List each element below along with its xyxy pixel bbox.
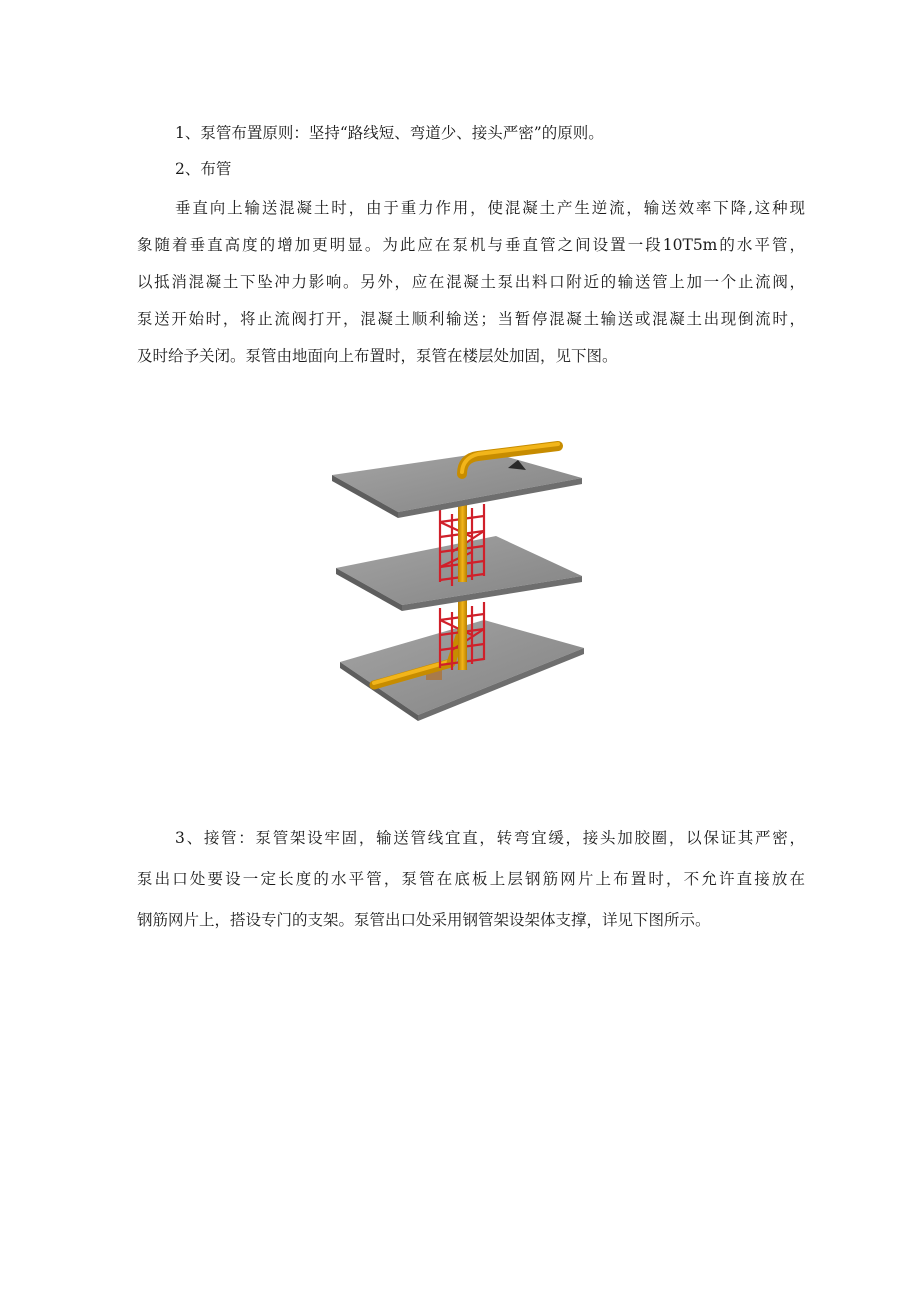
paragraph-line: 3、接管：泵管架设牢固，输送管线宜直，转弯宜缓，接头加胶圈，以保证其严密， (175, 829, 805, 847)
upper-vertical-pipe (458, 502, 467, 582)
paragraph-line: 以抵消混凝土下坠冲力影响。另外，应在混凝土泵出料口附近的输送管上加一个止流阀， (137, 273, 805, 291)
top-floor-slab (332, 452, 582, 518)
paragraph-line: 泵出口处要设一定长度的水平管，泵管在底板上层钢筋网片上布置时，不允许直接放在 (137, 870, 805, 888)
pump-pipe-figure (326, 430, 588, 730)
paragraph-line: 泵送开始时，将止流阀打开，混凝土顺利输送；当暂停混凝土输送或混凝土出现倒流时， (137, 310, 805, 328)
pump-pipe-vertical-layout-illustration (326, 430, 588, 730)
paragraph-line: 垂直向上输送混凝土时，由于重力作用，使混凝土产生逆流，输送效率下降,这种现 (175, 199, 805, 217)
principle-line: 1、泵管布置原则：坚持“路线短、弯道少、接头严密”的原则。 (175, 124, 604, 142)
paragraph-line: 象随着垂直高度的增加更明显。为此应在泵机与垂直管之间设置一段10T5m的水平管， (137, 236, 805, 254)
paragraph-line: 钢筋网片上，搭设专门的支架。泵管出口处采用钢管架设架体支撑，详见下图所示。 (137, 911, 711, 929)
section-heading-pipe-layout: 2、布管 (175, 160, 232, 178)
paragraph-line: 及时给予关闭。泵管由地面向上布置时，泵管在楼层处加固，见下图。 (137, 347, 618, 365)
lower-vertical-pipe (458, 600, 467, 670)
